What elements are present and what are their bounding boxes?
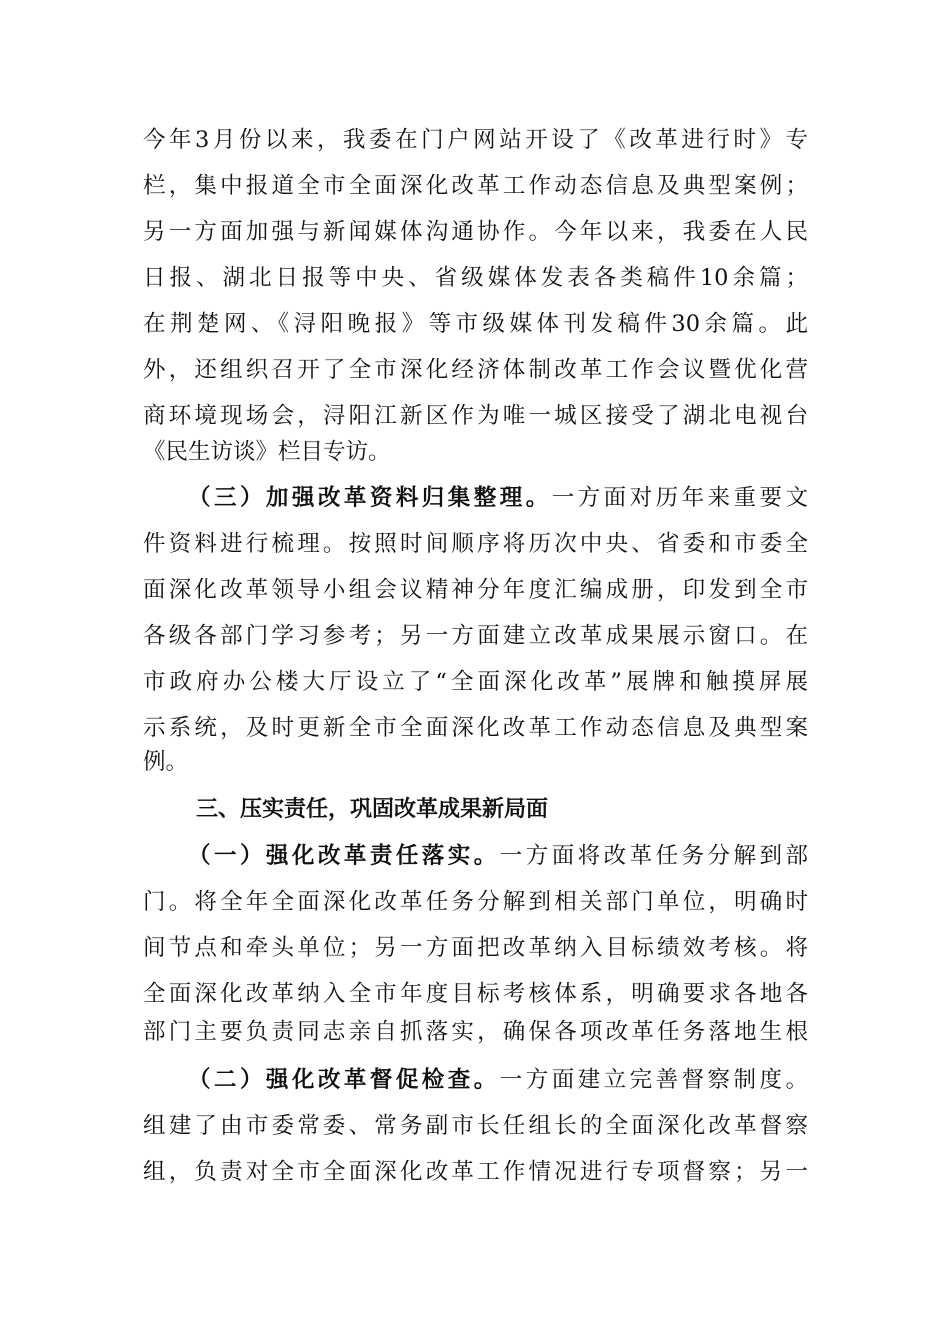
para2-line-6: 示系统，及时更新全市全面深化改革工作动态信息及典型案 (143, 715, 808, 741)
para1-line-6: 外，还组织召开了全市深化经济体制改革工作会议暨优化营 (143, 357, 808, 383)
para2-first-rest: 一方面对历年来重要文 (551, 485, 808, 511)
para1-line-7: 商环境现场会，浔阳江新区作为唯一城区接受了湖北电视台 (143, 403, 808, 429)
para1-line-8: 《民生访谈》栏目专访。 (143, 439, 391, 465)
para4-line-2: 组建了由市委常委、常务副市长任组长的全面深化改革督察 (143, 1113, 808, 1139)
para1-line-5: 在荆楚网、《浔阳晚报》等市级媒体刊发稿件30余篇。此 (143, 311, 808, 337)
para3-line-5: 部门主要负责同志亲自抓落实，确保各项改革任务落地生根 (143, 1019, 808, 1045)
para1-line-4: 日报、湖北日报等中央、省级媒体发表各类稿件10余篇； (143, 265, 808, 291)
para1-line-3: 另一方面加强与新闻媒体沟通协作。今年以来，我委在人民 (143, 219, 808, 245)
para2-line-2: 件资料进行梳理。按照时间顺序将历次中央、省委和市委全 (143, 531, 808, 557)
section3-title: 三、压实责任，巩固改革成果新局面 (196, 797, 549, 822)
para3-heading: （一）强化改革责任落实。 (188, 843, 500, 869)
para4-heading: （二）强化改革督促检查。 (188, 1067, 500, 1093)
para2-line-4: 各级各部门学习参考；另一方面建立改革成果展示窗口。在 (143, 623, 808, 649)
para1-line-1: 今年3月份以来，我委在门户网站开设了《改革进行时》专 (143, 127, 808, 153)
para2-line-3: 面深化改革领导小组会议精神分年度汇编成册，印发到全市 (143, 577, 808, 603)
para2-line-5: 市政府办公楼大厅设立了“全面深化改革”展牌和触摸屏展 (143, 669, 808, 695)
para4-first-line (188, 1060, 808, 1100)
para3-line-2: 门。将全年全面深化改革任务分解到相关部门单位，明确时 (143, 889, 808, 915)
para3-first-rest: 一方面将改革任务分解到部 (499, 843, 808, 869)
para3-line-4: 全面深化改革纳入全市年度目标考核体系，明确要求各地各 (143, 981, 808, 1007)
para2-line-7: 例。 (143, 749, 189, 775)
para2-heading: （三）加强改革资料归集整理。 (188, 485, 552, 511)
para3-first-line (188, 836, 808, 876)
para2-first-line (188, 478, 808, 518)
para4-line-3: 组，负责对全市全面深化改革工作情况进行专项督察；另一 (143, 1159, 808, 1185)
para4-first-rest: 一方面建立完善督察制度。 (499, 1067, 808, 1093)
para3-line-3: 间节点和牵头单位；另一方面把改革纳入目标绩效考核。将 (143, 935, 808, 961)
para1-line-2: 栏，集中报道全市全面深化改革工作动态信息及典型案例； (143, 173, 808, 199)
